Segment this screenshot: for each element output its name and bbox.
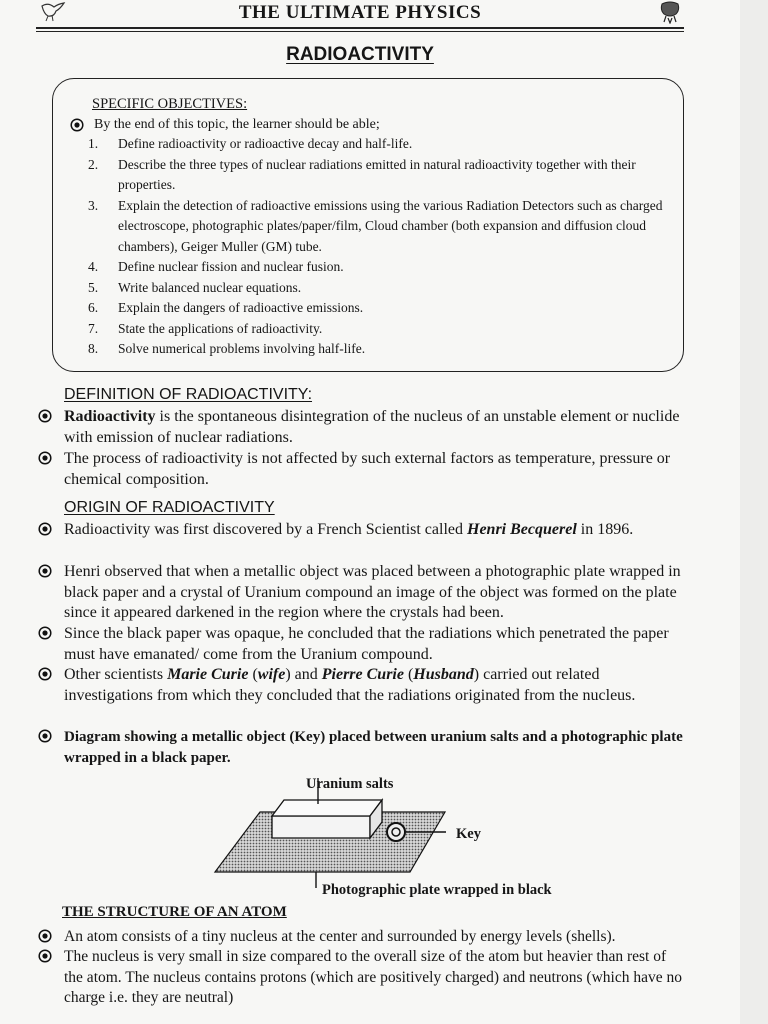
circle-bullet-icon [38, 626, 52, 640]
list-item: 3. Explain the detection of radioactive emissions using the various Radiation Detectors such as charged electroscope, photographic plates/paper/film, Cloud chamber (both expansion and diffusion cloud chambers), Geiger Muller (GM) tube. [88, 197, 663, 254]
photographic-plate-label: Photographic plate wrapped in black [322, 882, 552, 898]
running-header [36, 0, 684, 34]
definition-heading: DEFINITION OF RADIOACTIVITY: [64, 386, 313, 403]
list-item: 4. Define nuclear fission and nuclear fusion. [88, 259, 344, 274]
origin-paragraph-1: Radioactivity was first discovered by a French Scientist called Henri Becquerel in 1896. [38, 520, 688, 541]
header-title: THE ULTIMATE PHYSICS [238, 2, 482, 23]
circle-bullet-icon [38, 409, 52, 423]
atom-paragraph-2: The nucleus is very small in size compared to the overall size of the atom but heavier than rest of the atom. The nucleus contains protons (which are positively charged) and neutrons (which have no charge i.e. they are neutral) [38, 947, 688, 1009]
atom-paragraph-1: An atom consists of a tiny nucleus at the center and surrounded by energy levels (shells). [38, 927, 688, 948]
definition-paragraph-1: Radioactivity is the spontaneous disintegration of the nucleus of an unstable element or nuclide with emission of nuclear radiations. [38, 407, 688, 448]
objectives-list [88, 134, 668, 360]
origin-paragraph-2: Henri observed that when a metallic object was placed between a photographic plate wrapped in black paper and a crystal of Uranium compound an image of the object was formed on the plate since it appeared darkened in the region where the crystals had been. [38, 562, 688, 624]
circle-bullet-icon [38, 667, 52, 681]
list-item: 8. Solve numerical problems involving half-life. [88, 341, 366, 356]
circle-bullet-icon [38, 522, 52, 536]
page-margin [740, 0, 768, 1024]
list-item: 7. State the applications of radioactivity. [88, 320, 323, 336]
key-shape [387, 823, 405, 841]
circle-bullet-icon [38, 451, 52, 465]
uranium-salts-block [272, 816, 370, 838]
circle-bullet-icon [38, 929, 52, 943]
list-item: 6. Explain the dangers of radioactive emissions. [88, 300, 364, 315]
list-item: 2. Describe the three types of nuclear radiations emitted in natural radioactivity together with their properties. [88, 156, 636, 192]
list-item: 5. Write balanced nuclear equations. [88, 279, 302, 295]
circle-bullet-icon [70, 118, 84, 132]
uranium-key-diagram [210, 770, 590, 900]
list-item: 1. Define radioactivity or radioactive decay and half-life. [88, 136, 413, 151]
header-rule [36, 27, 684, 29]
header-rule [36, 31, 684, 32]
circle-bullet-icon [38, 949, 52, 963]
objectives-heading: SPECIFIC OBJECTIVES: [92, 96, 248, 112]
definition-paragraph-2: The process of radioactivity is not affected by such external factors as temperature, pressure or chemical composition. [38, 449, 688, 490]
origin-heading: ORIGIN OF RADIOACTIVITY [64, 499, 275, 516]
origin-paragraph-4: Other scientists Marie Curie (wife) and Pierre Curie (Husband) carried out related investigations from which they concluded that the radiations originated from the nucleus. [38, 665, 688, 706]
origin-paragraph-5: Diagram showing a metallic object (Key) placed between uranium salts and a photographic plate wrapped in a black paper. [38, 727, 688, 768]
circle-bullet-icon [38, 729, 52, 743]
atom-heading: THE STRUCTURE OF AN ATOM [62, 904, 287, 920]
origin-paragraph-3: Since the black paper was opaque, he concluded that the radiations which penetrated the paper must have emanated/ come from the Uranium compound. [38, 624, 688, 665]
chapter-title: RADIOACTIVITY [286, 44, 434, 65]
uranium-salts-label: Uranium salts [306, 776, 394, 792]
key-label: Key [456, 826, 481, 842]
circle-bullet-icon [38, 564, 52, 578]
diagram-drawing [210, 770, 590, 900]
